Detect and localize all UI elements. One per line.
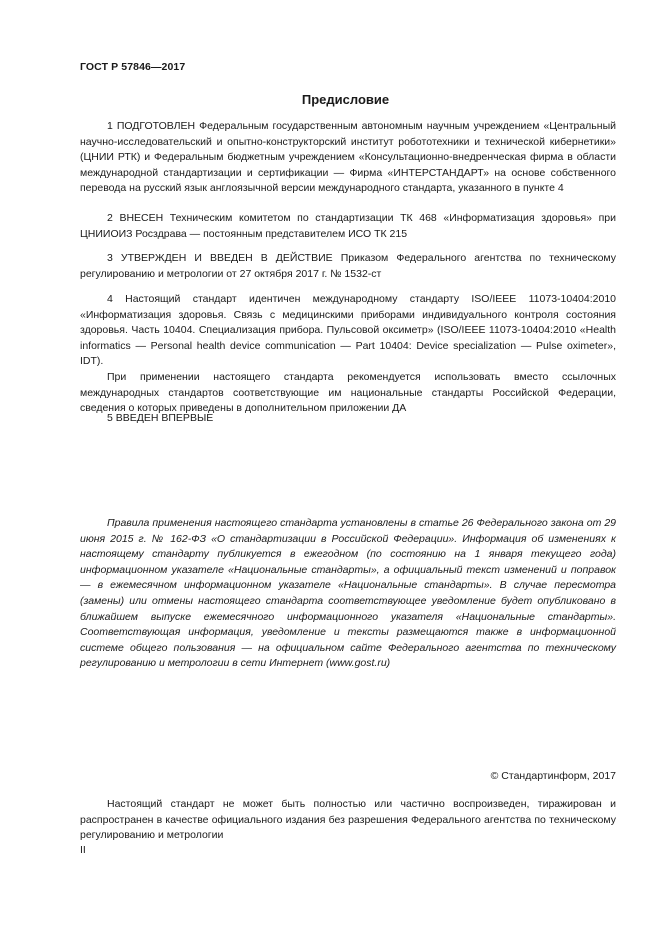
page-number: II	[80, 844, 86, 856]
page-title	[0, 92, 661, 107]
reproduction-restriction-text: Настоящий стандарт не может быть полностью или частично воспроизведен, тиражирован и распространен в качестве официального издания без разрешения Федерального агентства по техническому регулированию и метрологии	[80, 798, 616, 842]
page-title-text: Предисловие	[301, 92, 390, 107]
paragraph-4-note: При применении настоящего стандарта рекомендуется использовать вместо ссылочных международных стандартов соответствующие им национальные стандарты Российской Федерации, сведения о которых приведены в дополнительном приложении ДА	[80, 370, 616, 415]
paragraph-1	[80, 119, 616, 197]
reproduction-restriction	[80, 797, 616, 844]
copyright: © Стандартинформ, 2017	[490, 770, 616, 782]
paragraph-3-text: 3 УТВЕРЖДЕН И ВВЕДЕН В ДЕЙСТВИЕ Приказом Федерального агентства по техническому регулированию и метрологии от 27 октября 2017 г. № 1532-ст	[80, 252, 616, 280]
paragraph-2	[80, 211, 616, 242]
paragraph-5	[80, 411, 616, 427]
paragraph-5-text: 5 ВВЕДЕН ВПЕРВЫЕ	[107, 412, 214, 424]
paragraph-4	[80, 292, 616, 417]
paragraph-4-text: 4 Настоящий стандарт идентичен международному стандарту ISO/IEEE 11073-10404:2010 «Информатизация здоровья. Связь с медицинскими приборами индивидуального контроля состояния здоровья. Часть 10404. Специализация прибора. Пульсовой оксиметр» (ISO/IEEE 11073-10404:2010 «Health informatics — Personal health device communication — Part 10404: Device specialization — Pulse oximeter», IDT).	[80, 293, 616, 368]
paragraph-2-text: 2 ВНЕСЕН Техническим комитетом по стандартизации ТК 468 «Информатизация здоровья» при ЦНИИОИЗ Росздрава — постоянным представителем ИСО ТК 215	[80, 212, 616, 240]
paragraph-1-text: 1 ПОДГОТОВЛЕН Федеральным государственным автономным научным учреждением «Центральный научно-исследовательский и опытно-конструкторский институт робототехники и технической кибернетики» (ЦНИИ РТК) и Федеральным бюджетным учреждением «Консультационно-внедренческая фирма в области международной стандартизации и сертификации — Фирма «ИНТЕРСТАНДАРТ» на основе собственного перевода на русский язык англоязычной версии международного стандарта, указанного в пункте 4	[80, 120, 616, 195]
paragraph-3	[80, 251, 616, 282]
application-rules-text: Правила применения настоящего стандарта установлены в статье 26 Федерального закона от 29 июня 2015 г. № 162-ФЗ «О стандартизации в Российской Федерации». Информация об изменениях к настоящему стандарту публикуется в ежегодном (по состоянию на 1 января текущего года) информационном указателе «Национальные стандарты», а официальный текст изменений и поправок — в ежемесячном информационном указателе «Национальные стандарты». В случае пересмотра (замены) или отмены настоящего стандарта соответствующее уведомление будет опубликовано в ближайшем выпуске ежемесячного информационного указателя «Национальные стандарты». Соответствующая информация, уведомление и тексты размещаются также в информационной системе общего пользования — на официальном сайте Федерального агентства по техническому регулированию и метрологии в сети Интернет (www.gost.ru)	[80, 517, 616, 670]
application-rules-notice	[80, 516, 616, 672]
standard-code-header: ГОСТ Р 57846—2017	[80, 61, 186, 73]
